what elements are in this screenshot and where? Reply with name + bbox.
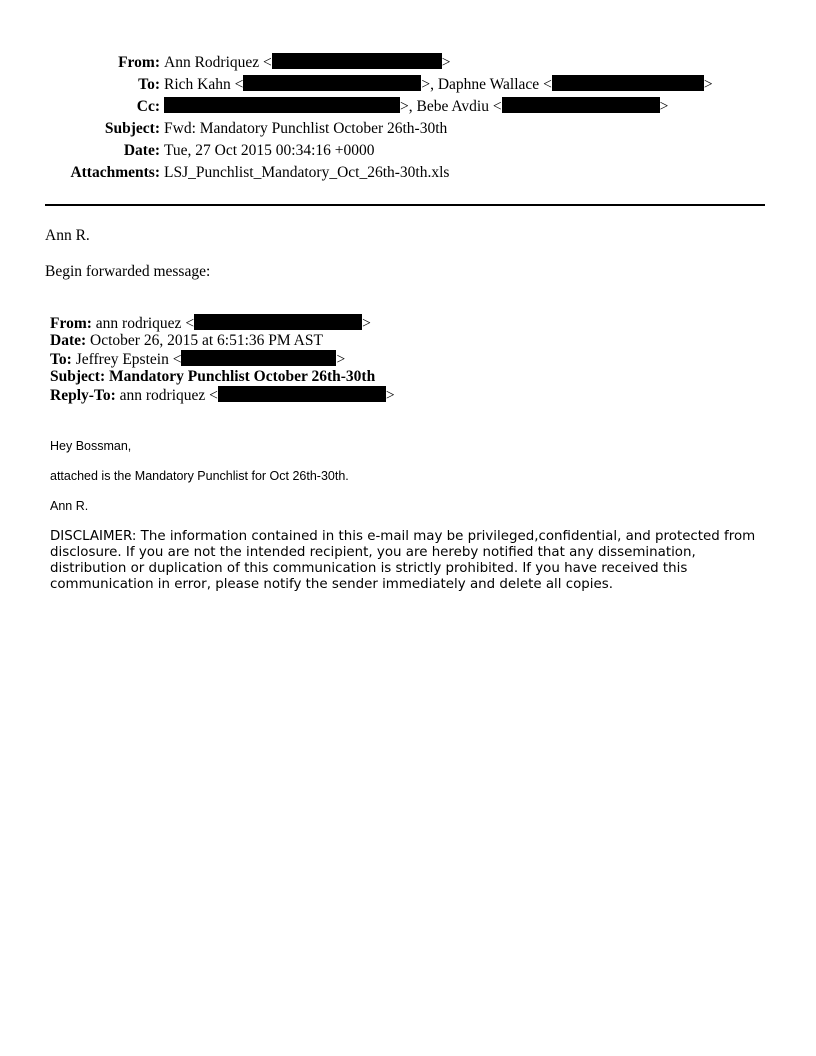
- forwarded-header: [50, 314, 395, 404]
- redaction-box: [272, 53, 442, 69]
- from-row: From: Ann Rodriquez < >: [0, 52, 816, 74]
- fwd-subject-value: Mandatory Punchlist October 26th-30th: [108, 368, 376, 385]
- disclaimer: [50, 529, 780, 593]
- date-value: Tue, 27 Oct 2015 00:34:16 +0000: [164, 142, 375, 159]
- fwd-from-label: From:: [50, 315, 92, 332]
- subject-label: Subject:: [104, 120, 160, 137]
- fwd-to-label: To:: [50, 351, 72, 368]
- fwd-date-value: October 26, 2015 at 6:51:36 PM AST: [90, 332, 323, 349]
- attachments-label: Attachments:: [70, 164, 160, 181]
- to-label: To:: [138, 76, 160, 93]
- fwd-signoff: Ann R.: [50, 499, 89, 513]
- forward-intro: Begin forwarded message:: [45, 263, 211, 280]
- redaction-box: [502, 97, 660, 113]
- header-divider: [45, 204, 765, 206]
- fwd-replyto-label: Reply-To:: [50, 387, 116, 404]
- attachment-file[interactable]: LSJ_Punchlist_Mandatory_Oct_26th-30th.xls: [164, 164, 450, 181]
- greeting: Hey Bossman,: [50, 439, 132, 453]
- fwd-replyto-name: ann rodriquez: [119, 387, 206, 404]
- subject-row: [0, 118, 816, 140]
- cc-label: Cc:: [136, 98, 160, 115]
- disclaimer-line: DISCLAIMER: The information contained in this e-mail may be privileged,confidential, and protected from: [50, 529, 756, 544]
- fwd-from-row: From: ann rodriquez < >: [50, 315, 371, 332]
- redaction-box: [164, 97, 400, 113]
- to-name-1: Rich Kahn: [164, 76, 231, 93]
- redaction-box: [194, 314, 362, 330]
- to-name-2: Daphne Wallace: [437, 76, 540, 93]
- disclaimer-line: disclosure. If you are not the intended recipient, you are hereby notified that any dissemination,: [50, 545, 696, 560]
- date-row: [0, 140, 816, 162]
- to-row: To: Rich Kahn < >, Daphne Wallace < >: [0, 74, 816, 96]
- redaction-box: [243, 75, 421, 91]
- fwd-replyto-row: Reply-To: ann rodriquez < >: [50, 387, 395, 404]
- fwd-to-row: To: Jeffrey Epstein < >: [50, 351, 346, 368]
- signoff: Ann R.: [45, 227, 90, 244]
- message-text: attached is the Mandatory Punchlist for Oct 26th-30th.: [50, 469, 349, 483]
- disclaimer-line: communication in error, please notify the sender immediately and delete all copies.: [50, 577, 613, 592]
- fwd-from-name: ann rodriquez: [95, 315, 182, 332]
- fwd-subject-label: Subject:: [50, 368, 106, 385]
- fwd-subject-row: [50, 368, 395, 386]
- redaction-box: [181, 350, 336, 366]
- cc-name-2: Bebe Avdiu: [416, 98, 489, 115]
- fwd-date-row: [50, 332, 395, 350]
- attachments-row: [0, 162, 816, 184]
- fwd-to-name: Jeffrey Epstein: [75, 351, 169, 368]
- fwd-date-label: Date:: [50, 332, 87, 349]
- redaction-box: [218, 386, 386, 402]
- from-name: Ann Rodriquez: [164, 54, 260, 71]
- subject-value: Fwd: Mandatory Punchlist October 26th-30th: [164, 120, 448, 137]
- cc-row: Cc: >, Bebe Avdiu < >: [0, 96, 816, 118]
- redaction-box: [552, 75, 704, 91]
- disclaimer-line: distribution or duplication of this communication is strictly prohibited. If you have received this: [50, 561, 688, 576]
- date-label: Date:: [123, 142, 160, 159]
- email-header: [0, 52, 816, 184]
- from-label: From:: [118, 54, 160, 71]
